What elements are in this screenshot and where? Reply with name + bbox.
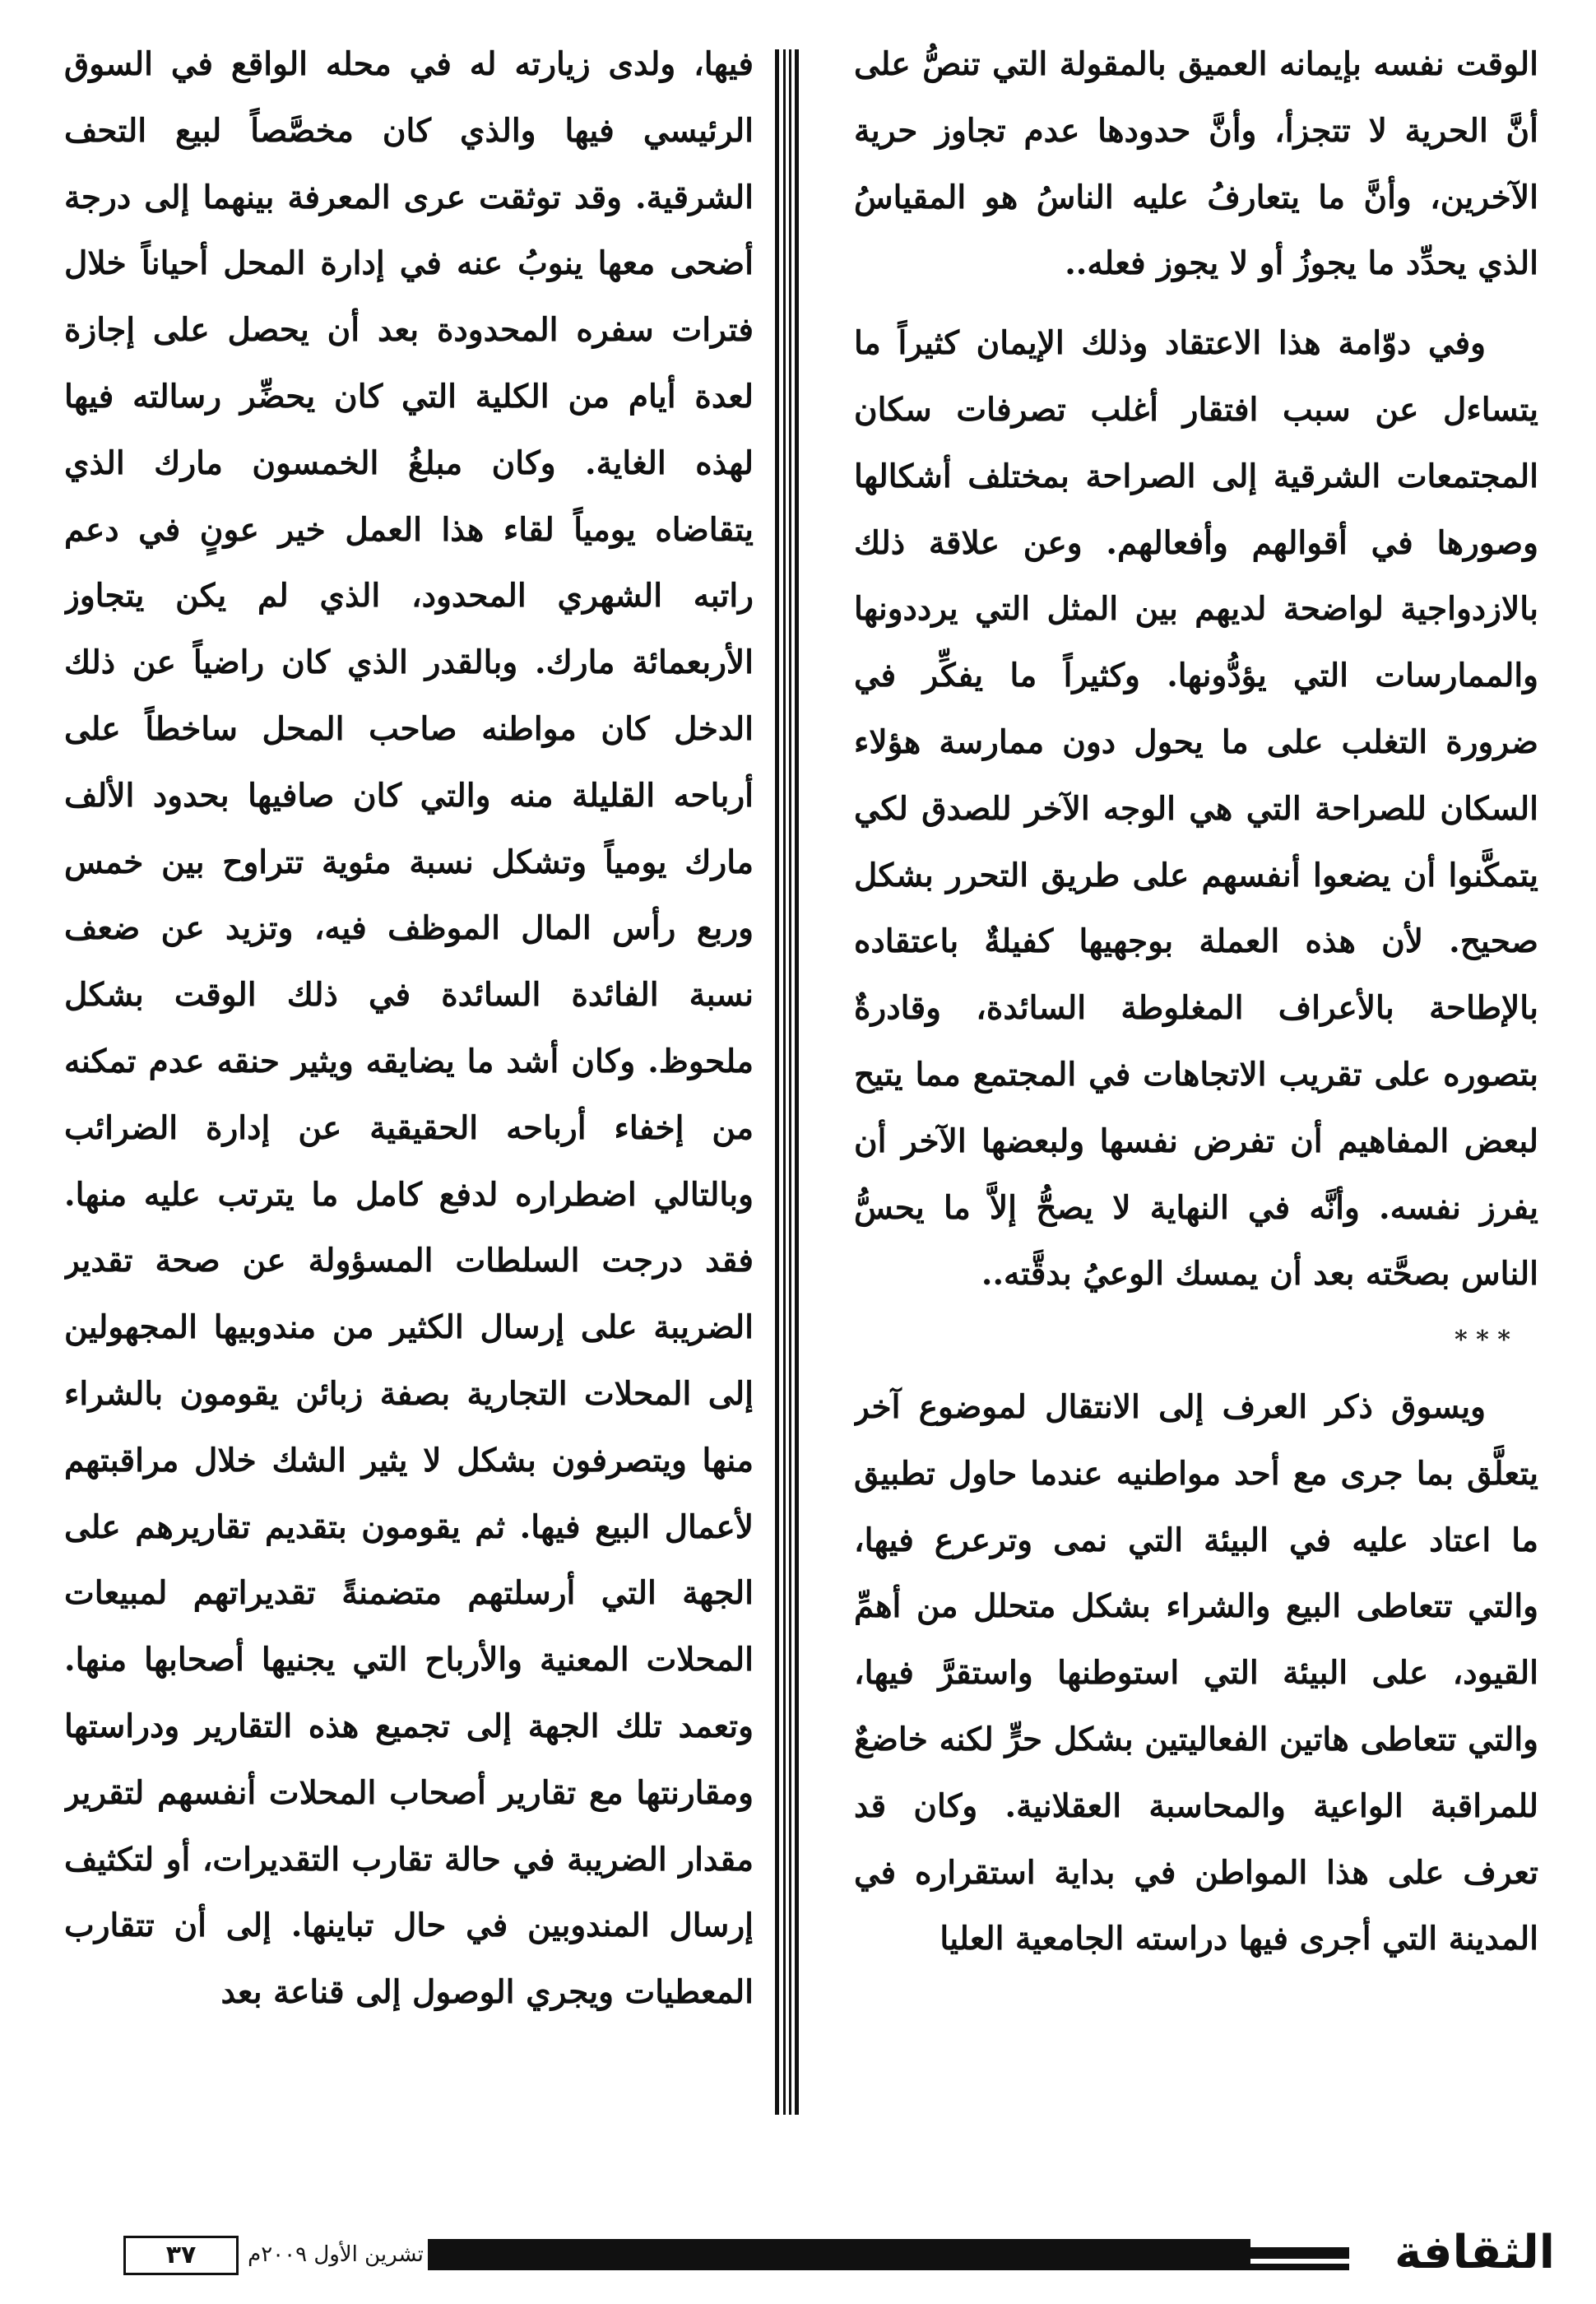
paragraph: فيها، ولدى زيارته له في محله الواقع في السوق الرئيسي فيها والذي كان مخصَّصاً لبيع التحف الشرقية. وقد توثقت عرى المعرفة بينهما إلى درجة أضحى معها ينوبُ عنه في إدارة المحل أحياناً خلال فترات سفره المحدودة بعد أن يحصل على إجازة لعدة أيام من الكلية التي كان يحضِّر رسالته فيها لهذه الغاية. وكان مبلغُ الخمسون مارك الذي يتقاضاه يومياً لقاء هذا العمل خير عونٍ في دعم راتبه الشهري المحدود، الذي لم يكن يتجاوز الأربعمائة مارك. وبالقدر الذي كان راضياً عن ذلك الدخل كان مواطنه صاحب المحل ساخطاً على أرباحه القليلة منه والتي كان صافيها بحدود الألف مارك يومياً وتشكل نسبة مئوية تتراوح بين خمس وربع رأس المال الموظف فيه، وتزيد عن ضعف نسبة الفائدة السائدة في ذلك الوقت بشكل ملحوظ. وكان أشد ما يضايقه ويثير حنقه عدم تمكنه من إخفاء أرباحه الحقيقية عن إدارة الضرائب وبالتالي اضطراره لدفع كامل ما يترتب عليه منها. فقد درجت السلطات المسؤولة عن صحة تقدير الضريبة على إرسال الكثير من مندوبيها المجهولين إلى المحلات التجارية بصفة زبائن يقومون بالشراء منها ويتصرفون بشكل لا يثير الشك خلال مراقبتهم لأعمال البيع فيها. ثم يقومون بتقديم تقاريرهم على الجهة التي أرسلتهم متضمنةً تقديراتهم لمبيعات المحلات المعنية والأرباح التي يجنيها أصحابها منها. وتعمد تلك الجهة إلى تجميع هذه التقارير ودراستها ومقارنتها مع تقارير أصحاب المحلات أنفسهم لتقرير مقدار الضريبة في حالة تقارب التقديرات، أو لتكثيف إرسال المندوبين في حال تباينها. إلى أن تتقارب المعطيات ويجري الوصول إلى قناعة بعد xyxy=(64,45,754,2012)
issue-date: تشرين الأول ٢٠٠٩م xyxy=(248,2242,424,2267)
article-column-left xyxy=(64,31,754,2154)
footer-rule xyxy=(428,2239,1250,2270)
paragraph: الوقت نفسه بإيمانه العميق بالمقولة التي تنصُّ على أنَّ الحرية لا تتجزأ، وأنَّ حدودها عدم تجاوز حرية الآخرين، وأنَّ ما يتعارفُ عليه الناسُ هو المقياسُ الذي يحدِّد ما يجوزُ أو لا يجوز فعله.. xyxy=(854,45,1538,283)
page-number: ٣٧ xyxy=(123,2236,239,2275)
paragraph: ويسوق ذكر العرف إلى الانتقال لموضوع آخر يتعلَّق بما جرى مع أحد مواطنيه عندما حاول تطبيق ما اعتاد عليه في البيئة التي نمى وترعرع فيها، والتي تتعاطى البيع والشراء بشكل متحلل من أهمِّ القيود، على البيئة التي استوطنها واستقرَّ فيها، والتي تتعاطى هاتين الفعاليتين بشكل حرٍّ لكنه خاضعٌ للمراقبة الواعية والمحاسبة العقلانية. وكان قد تعرف على هذا المواطن في بداية استقراره في المدينة التي أجرى فيها دراسته الجامعية العليا xyxy=(854,1387,1538,1958)
page-footer xyxy=(123,2226,1555,2280)
section-separator xyxy=(854,1308,1538,1374)
paragraph: وفي دوّامة هذا الاعتقاد وذلك الإيمان كثيراً ما يتساءل عن سبب افتقار أغلب تصرفات سكان المجتمعات الشرقية إلى الصراحة بمختلف أشكالها وصورها في أقوالهم وأفعالهم. وعن علاقة ذلك بالازدواجية لواضحة لديهم بين المثل التي يرددونها والممارسات التي يؤدُّونها. وكثيراً ما يفكِّر في ضرورة التغلب على ما يحول دون ممارسة هؤلاء السكان للصراحة التي هي الوجه الآخر للصدق لكي يتمكَّنوا أن يضعوا أنفسهم على طريق التحرر بشكل صحيح. لأن هذه العملة بوجهيها كفيلةٌ باعتقاده بالإطاحة بالأعراف المغلوطة السائدة، وقادرةٌ بتصوره على تقريب الاتجاهات في المجتمع مما يتيح لبعض المفاهيم أن تفرض نفسها ولبعضها الآخر أن يفرز نفسه. وأنَّه في النهاية لا يصحُّ إلاَّ ما يحسُّ الناس بصحَّته بعد أن يمسك الوعيُ بدقَّته.. xyxy=(854,324,1538,1294)
separator-asterisks: * * * xyxy=(1454,1326,1510,1355)
magazine-logo: الثقافة xyxy=(1394,2226,1555,2279)
article-column-right xyxy=(854,31,1538,2154)
column-divider xyxy=(772,49,806,2115)
